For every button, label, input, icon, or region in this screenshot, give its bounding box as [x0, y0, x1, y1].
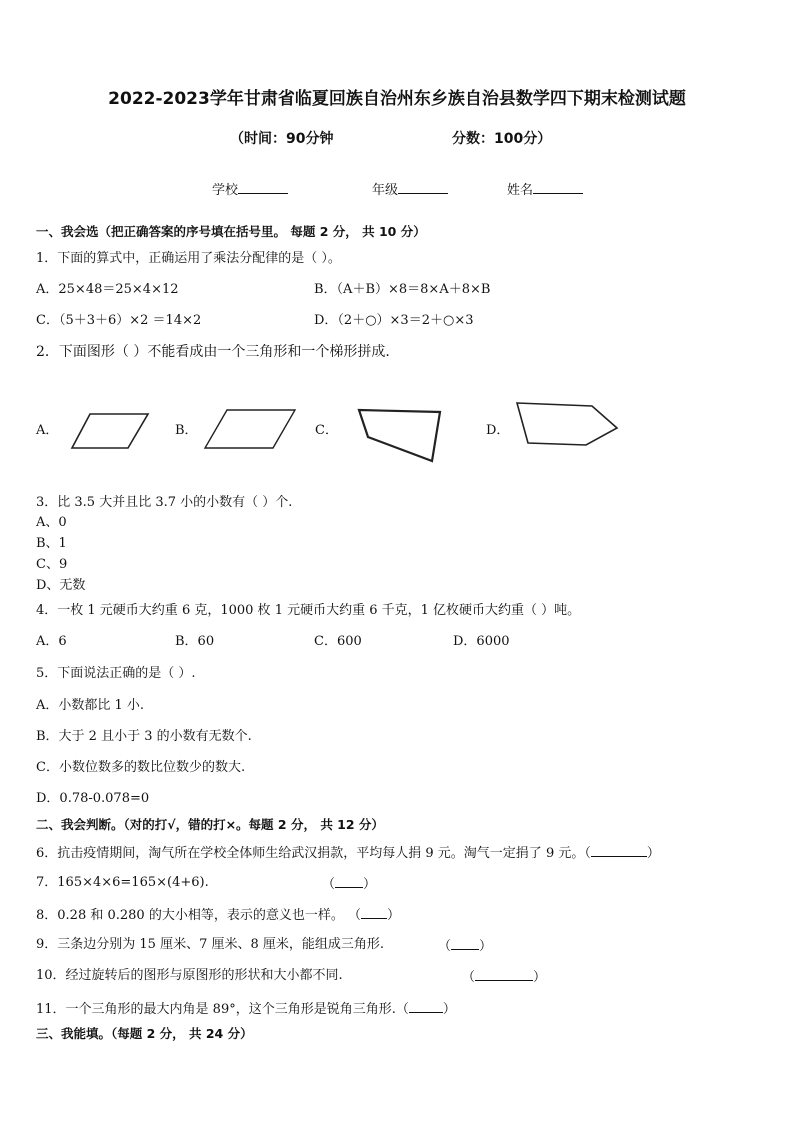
quadrilateral-figure-c	[356, 406, 446, 464]
q6-item	[36, 844, 660, 862]
q3-stem: 3．比 3.5 大并且比 3.7 小的小数有（ ）个.	[36, 495, 293, 510]
q1-option-b[interactable]: B．（A＋B）×8＝8×A＋8×B	[314, 282, 491, 297]
q9-text: 9．三条边分别为 15 厘米、7 厘米、8 厘米，能组成三角形.	[36, 937, 385, 952]
grade-label: 年级	[372, 183, 399, 198]
q7-text: 7．165×4×6=165×(4+6).	[36, 875, 209, 890]
q8-item	[36, 906, 400, 924]
q5-option-b[interactable]: B．大于 2 且小于 3 的小数有无数个.	[36, 729, 252, 744]
exam-score: 分数：100分）	[452, 131, 552, 147]
grade-field	[372, 181, 448, 199]
q11-answer-blank[interactable]	[409, 1000, 443, 1013]
q5-stem: 5．下面说法正确的是（ ）.	[36, 666, 196, 681]
q8-answer-blank[interactable]	[361, 906, 387, 919]
q3-option-b[interactable]: B、1	[36, 536, 67, 551]
q5-option-a[interactable]: A．小数都比 1 小.	[36, 698, 145, 713]
q10-answer	[462, 968, 546, 986]
close-paren: ）	[442, 1002, 456, 1017]
name-label: 姓名	[507, 183, 534, 198]
grade-blank[interactable]	[398, 181, 448, 194]
open-paren: （	[322, 877, 336, 892]
q2-option-d[interactable]: D．	[486, 423, 510, 438]
q5-option-d[interactable]: D．0.78-0.078=0	[36, 791, 150, 806]
q4-option-c[interactable]: C．600	[314, 634, 362, 649]
q3-option-c[interactable]: C、9	[36, 557, 68, 572]
section-2-heading: 二、我会判断。（对的打√，错的打×。每题 2 分， 共 12 分）	[36, 817, 384, 832]
q3-option-a[interactable]: A、0	[36, 515, 67, 530]
q6-answer-blank[interactable]	[591, 844, 647, 857]
close-paren: ）	[363, 877, 377, 892]
q7-answer-blank[interactable]	[335, 875, 363, 888]
q4-option-d[interactable]: D．6000	[453, 634, 510, 649]
pentagon-figure-d	[514, 400, 620, 448]
q9-answer	[438, 937, 492, 955]
exam-time: （时间：90分钟	[230, 131, 334, 147]
q10-answer-blank[interactable]	[475, 968, 533, 981]
q7-answer	[322, 875, 376, 893]
q2-option-c[interactable]: C．	[315, 423, 338, 438]
q5-option-c[interactable]: C．小数位数多的数比位数少的数大.	[36, 760, 246, 775]
school-blank[interactable]	[238, 181, 288, 194]
q1-option-a[interactable]: A．25×48＝25×4×12	[36, 282, 179, 297]
open-paren: （	[462, 970, 476, 985]
q9-answer-blank[interactable]	[451, 937, 479, 950]
open-paren: （	[438, 939, 452, 954]
q6-text: 6．抗击疫情期间，淘气所在学校全体师生给武汉捐款，平均每人捐 9 元。淘气一定捐了 9 元。（	[36, 846, 591, 861]
page-title: 2022-2023学年甘肃省临夏回族自治州东乡族自治县数学四下期末检测试题	[108, 89, 686, 109]
close-paren: ）	[386, 908, 400, 923]
q1-option-d[interactable]: D．（2＋○）×3＝2＋○×3	[314, 313, 474, 328]
q11-item	[36, 1000, 456, 1018]
parallelogram-figure-a	[70, 412, 152, 452]
q8-text: 8．0.28 和 0.280 的大小相等，表示的意义也一样。 （	[36, 908, 361, 923]
q11-text: 11．一个三角形的最大内角是 89°，这个三角形是锐角三角形.（	[36, 1002, 409, 1017]
close-paren: ）	[646, 846, 660, 861]
name-blank[interactable]	[533, 181, 583, 194]
school-label: 学校	[212, 183, 239, 198]
q1-option-c[interactable]: C．（5＋3＋6）×2 ＝14×2	[36, 313, 202, 328]
q2-stem: 2．下面图形（ ）不能看成由一个三角形和一个梯形拼成.	[36, 344, 390, 360]
q10-text: 10．经过旋转后的图形与原图形的形状和大小都不同.	[36, 968, 343, 983]
close-paren: ）	[479, 939, 493, 954]
q2-option-b[interactable]: B．	[175, 423, 198, 438]
q3-option-d[interactable]: D、无数	[36, 578, 86, 593]
close-paren: ）	[533, 970, 547, 985]
school-field	[212, 181, 288, 199]
q2-option-a[interactable]: A．	[36, 423, 59, 438]
q4-option-b[interactable]: B．60	[175, 634, 215, 649]
section-1-heading: 一、我会选（把正确答案的序号填在括号里。 每题 2 分， 共 10 分）	[36, 224, 426, 239]
name-field	[507, 181, 583, 199]
q1-stem: 1．下面的算式中，正确运用了乘法分配律的是（ ）。	[36, 251, 341, 266]
q4-stem: 4．一枚 1 元硬币大约重 6 克，1000 枚 1 元硬币大约重 6 千克，1 亿枚硬币大约重（ ）吨。	[36, 603, 581, 618]
parallelogram-figure-b	[203, 408, 299, 452]
section-3-heading: 三、我能填。（每题 2 分， 共 24 分）	[36, 1026, 253, 1041]
q4-option-a[interactable]: A．6	[36, 634, 67, 649]
